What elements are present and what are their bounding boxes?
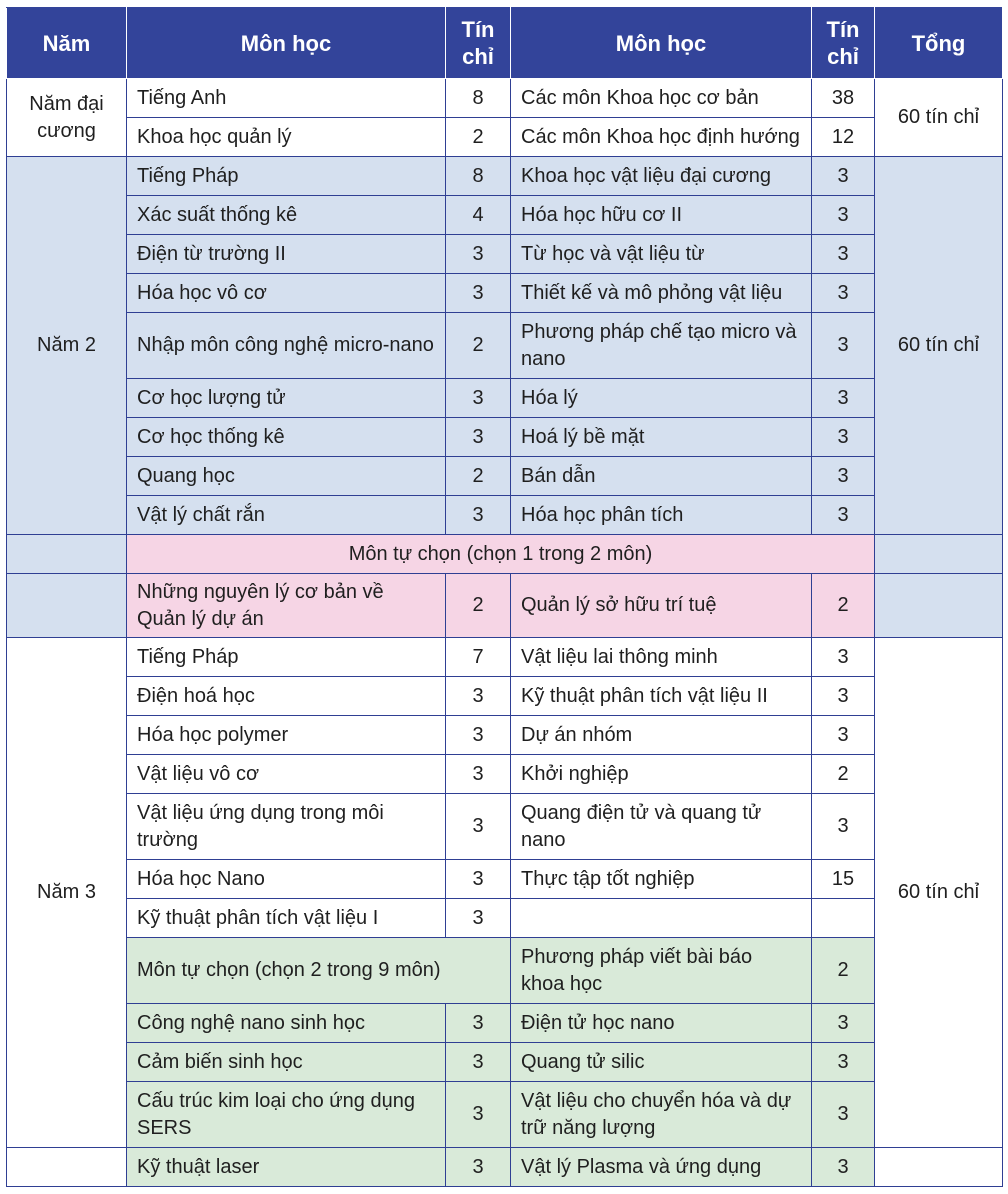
credit-cell: 3: [446, 496, 511, 535]
subject-cell: [511, 899, 812, 938]
table-row: [7, 274, 1003, 313]
credit-cell: 3: [446, 418, 511, 457]
credit-cell: 3: [812, 457, 875, 496]
subject-cell: Nhập môn công nghệ micro-nano: [127, 313, 446, 379]
credit-cell: 3: [446, 235, 511, 274]
subject-cell: Phương pháp viết bài báo khoa học: [511, 938, 812, 1004]
total-cell-3: 60 tín chỉ: [875, 638, 1003, 1148]
table-row: [7, 1148, 1003, 1187]
credit-cell: 3: [446, 677, 511, 716]
subject-cell: Điện từ trường II: [127, 235, 446, 274]
credit-cell: 3: [446, 755, 511, 794]
table-row: [7, 157, 1003, 196]
credit-cell: 3: [812, 274, 875, 313]
table-row: [7, 938, 1003, 1004]
subject-cell: Từ học và vật liệu từ: [511, 235, 812, 274]
credit-cell: 3: [446, 716, 511, 755]
empty-cell: [875, 1148, 1003, 1187]
subject-cell: Điện tử học nano: [511, 1004, 812, 1043]
subject-cell: Khoa học vật liệu đại cương: [511, 157, 812, 196]
table-row: [7, 118, 1003, 157]
subject-cell: Quang học: [127, 457, 446, 496]
credit-cell: 2: [812, 938, 875, 1004]
credit-cell: 3: [446, 379, 511, 418]
table-row: [7, 794, 1003, 860]
table-row: [7, 79, 1003, 118]
credit-cell: 3: [812, 196, 875, 235]
credit-cell: 2: [812, 755, 875, 794]
subject-cell: Vật liệu cho chuyển hóa và dự trữ năng lượng: [511, 1082, 812, 1148]
empty-cell: [7, 1148, 127, 1187]
header-year: Năm: [7, 8, 127, 79]
credit-cell: 3: [812, 638, 875, 677]
empty-cell: [875, 574, 1003, 638]
credit-cell: 2: [446, 457, 511, 496]
subject-cell: Hóa học hữu cơ II: [511, 196, 812, 235]
subject-cell: Thực tập tốt nghiệp: [511, 860, 812, 899]
subject-cell: Điện hoá học: [127, 677, 446, 716]
curriculum-table: [6, 7, 1003, 1187]
credit-cell: 3: [446, 1043, 511, 1082]
subject-cell: Kỹ thuật phân tích vật liệu II: [511, 677, 812, 716]
empty-cell: [7, 535, 127, 574]
header-subject: Môn học: [127, 8, 446, 79]
table-row: [7, 1082, 1003, 1148]
credit-cell: 8: [446, 157, 511, 196]
table-row: [7, 716, 1003, 755]
subject-cell: Vật liệu vô cơ: [127, 755, 446, 794]
credit-cell: 3: [812, 1082, 875, 1148]
credit-cell: 3: [446, 1082, 511, 1148]
elective-title-2: Môn tự chọn (chọn 1 trong 2 môn): [127, 535, 875, 574]
subject-cell: Hóa học Nano: [127, 860, 446, 899]
table-row: [7, 1043, 1003, 1082]
year-label-1: Năm đại cương: [7, 79, 127, 157]
credit-cell: 3: [446, 1148, 511, 1187]
subject-cell: Quang điện tử và quang tử nano: [511, 794, 812, 860]
header-total: Tổng: [875, 8, 1003, 79]
year-label-3: Năm 3: [7, 638, 127, 1148]
credit-cell: 7: [446, 638, 511, 677]
credit-cell: [812, 899, 875, 938]
subject-cell: Quản lý sở hữu trí tuệ: [511, 574, 812, 638]
subject-cell: Kỹ thuật laser: [127, 1148, 446, 1187]
credit-cell: 3: [812, 716, 875, 755]
table-row: [7, 457, 1003, 496]
subject-cell: Vật lý chất rắn: [127, 496, 446, 535]
table-row: [7, 418, 1003, 457]
header-row: [7, 8, 1003, 79]
credit-cell: 3: [812, 313, 875, 379]
table-row: [7, 313, 1003, 379]
subject-cell: Hóa học phân tích: [511, 496, 812, 535]
credit-cell: 3: [812, 1004, 875, 1043]
subject-cell: Tiếng Pháp: [127, 638, 446, 677]
subject-cell: Cảm biến sinh học: [127, 1043, 446, 1082]
elective-title-row: [7, 535, 1003, 574]
subject-cell: Quang tử silic: [511, 1043, 812, 1082]
subject-cell: Hóa lý: [511, 379, 812, 418]
table-row: [7, 677, 1003, 716]
table-row: [7, 196, 1003, 235]
credit-cell: 2: [812, 574, 875, 638]
subject-cell: Dự án nhóm: [511, 716, 812, 755]
credit-cell: 3: [812, 418, 875, 457]
credit-cell: 8: [446, 79, 511, 118]
table-row: [7, 638, 1003, 677]
subject-cell: Các môn Khoa học cơ bản: [511, 79, 812, 118]
subject-cell: Vật liệu lai thông minh: [511, 638, 812, 677]
subject-cell: Cấu trúc kim loại cho ứng dụng SERS: [127, 1082, 446, 1148]
credit-cell: 3: [812, 379, 875, 418]
header-credits-2: Tín chỉ: [812, 8, 875, 79]
header-subject-2: Môn học: [511, 8, 812, 79]
credit-cell: 12: [812, 118, 875, 157]
subject-cell: Khởi nghiệp: [511, 755, 812, 794]
empty-cell: [875, 535, 1003, 574]
subject-cell: Khoa học quản lý: [127, 118, 446, 157]
credit-cell: 3: [446, 274, 511, 313]
credit-cell: 4: [446, 196, 511, 235]
credit-cell: 3: [812, 794, 875, 860]
subject-cell: Hóa học vô cơ: [127, 274, 446, 313]
credit-cell: 3: [812, 157, 875, 196]
credit-cell: 3: [812, 677, 875, 716]
table-row: [7, 755, 1003, 794]
table-row: [7, 496, 1003, 535]
elective-title-3: Môn tự chọn (chọn 2 trong 9 môn): [127, 938, 511, 1004]
credit-cell: 3: [446, 1004, 511, 1043]
total-cell-1: 60 tín chỉ: [875, 79, 1003, 157]
subject-cell: Xác suất thống kê: [127, 196, 446, 235]
credit-cell: 3: [446, 899, 511, 938]
empty-cell: [7, 574, 127, 638]
subject-cell: Cơ học thống kê: [127, 418, 446, 457]
year-label-2: Năm 2: [7, 157, 127, 535]
credit-cell: 2: [446, 118, 511, 157]
credit-cell: 3: [812, 235, 875, 274]
table-row: [7, 574, 1003, 638]
subject-cell: Thiết kế và mô phỏng vật liệu: [511, 274, 812, 313]
credit-cell: 3: [812, 1043, 875, 1082]
subject-cell: Công nghệ nano sinh học: [127, 1004, 446, 1043]
subject-cell: Vật liệu ứng dụng trong môi trường: [127, 794, 446, 860]
table-row: [7, 235, 1003, 274]
credit-cell: 3: [446, 860, 511, 899]
subject-cell: Vật lý Plasma và ứng dụng: [511, 1148, 812, 1187]
subject-cell: Các môn Khoa học định hướng: [511, 118, 812, 157]
subject-cell: Phương pháp chế tạo micro và nano: [511, 313, 812, 379]
table-row: [7, 899, 1003, 938]
credit-cell: 38: [812, 79, 875, 118]
header-credits: Tín chỉ: [446, 8, 511, 79]
table-row: [7, 1004, 1003, 1043]
subject-cell: Tiếng Anh: [127, 79, 446, 118]
credit-cell: 2: [446, 574, 511, 638]
subject-cell: Kỹ thuật phân tích vật liệu I: [127, 899, 446, 938]
subject-cell: Bán dẫn: [511, 457, 812, 496]
credit-cell: 15: [812, 860, 875, 899]
subject-cell: Cơ học lượng tử: [127, 379, 446, 418]
credit-cell: 3: [446, 794, 511, 860]
table-row: [7, 379, 1003, 418]
credit-cell: 3: [812, 1148, 875, 1187]
total-cell-2: 60 tín chỉ: [875, 157, 1003, 535]
subject-cell: Hoá lý bề mặt: [511, 418, 812, 457]
subject-cell: Hóa học polymer: [127, 716, 446, 755]
table-row: [7, 860, 1003, 899]
credit-cell: 2: [446, 313, 511, 379]
subject-cell: Tiếng Pháp: [127, 157, 446, 196]
subject-cell: Những nguyên lý cơ bản về Quản lý dự án: [127, 574, 446, 638]
credit-cell: 3: [812, 496, 875, 535]
